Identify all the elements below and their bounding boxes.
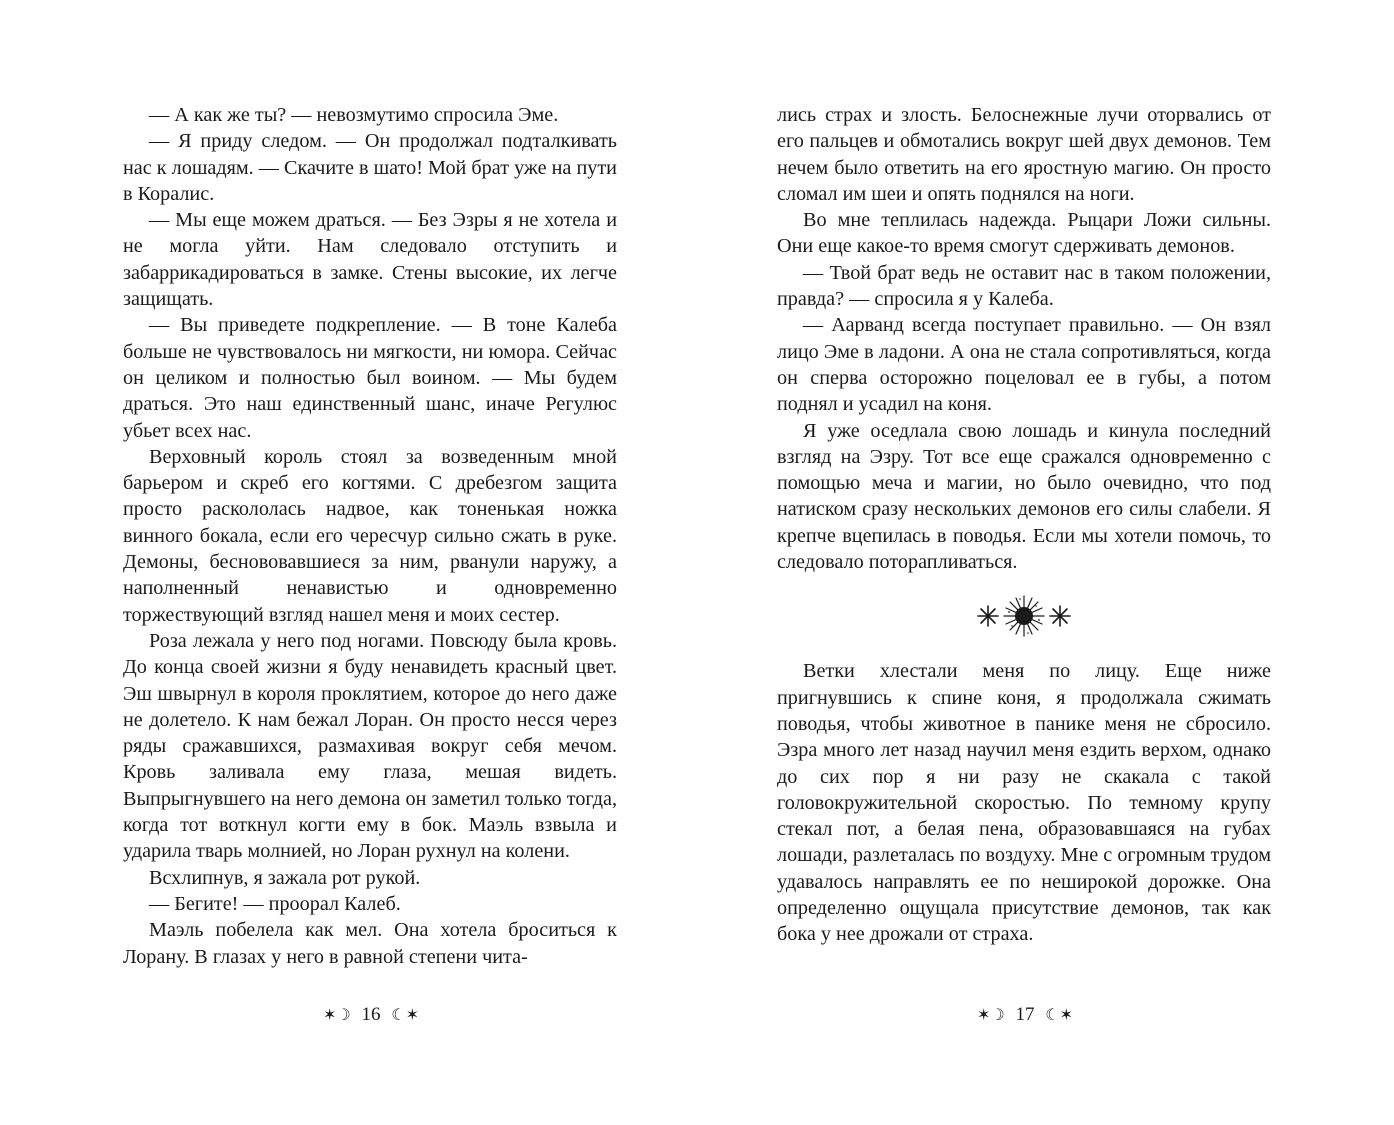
- paragraph: — Твой брат ведь не оставит нас в таком положении, правда? — спросила я у Калеба.: [777, 261, 1271, 311]
- left-page: [123, 102, 617, 970]
- right-page: [777, 102, 1271, 948]
- moon-star-ornament-icon: ☾✶: [1045, 1007, 1073, 1024]
- paragraph: Я уже оседлала свою лошадь и кинула последний взгляд на Эзру. Тот все еще сражался одновременно с помощью меча и магии, но было очевидно, что под натиском сразу нескольких демонов его силы слабели. Я крепче вцепилась в поводья. Если мы хотели помочь, то следовало поторапливаться.: [777, 419, 1271, 574]
- paragraph: Всхлипнув, я зажала рот рукой.: [149, 866, 421, 889]
- paragraph: Во мне теплилась надежда. Рыцари Ложи сильны. Они еще какое-то время смогут сдерживать демонов.: [777, 209, 1271, 258]
- page-number-right: [965, 1003, 1085, 1028]
- moon-star-ornament-icon: ✶☽: [323, 1007, 351, 1024]
- paragraph: — Бегите! — проорал Калеб.: [149, 892, 401, 915]
- moon-star-ornament-icon: ✶☽: [977, 1007, 1005, 1024]
- paragraph-continuation: лись страх и злость. Белоснежные лучи оторвались от его пальцев и обмотались вокруг шей двух демонов. Тем нечем было ответить на его яростную магию. Он просто сломал им шеи и опять поднялся на ноги.: [777, 104, 1271, 205]
- moon-star-ornament-icon: ☾✶: [391, 1007, 419, 1024]
- page-number: 16: [361, 1004, 381, 1025]
- paragraph: Роза лежала у него под ногами. Повсюду была кровь. До конца своей жизни я буду ненавидеть красный цвет. Эш швырнул в короля проклятием, которое до него даже не долетело. К нам бежал Лоран. Он просто несся через ряды сражавшихся, размахивая вокруг себя мечом. Кровь заливала ему глаза, мешая видеть. Выпрыгнувшего на него демона он заметил только тогда, когда тот воткнул когти ему в бок. Маэль взвыла и ударила тварь молнией, но Лоран рухнул на колени.: [123, 629, 617, 863]
- paragraph: — Мы еще можем драться. — Без Эзры я не хотела и не могла уйти. Нам следовало отступить и забаррикадироваться в замке. Стены высокие, их легче защищать.: [123, 209, 617, 311]
- starburst-ornament-icon: [964, 594, 1084, 638]
- paragraph: Верховный король стоял за возведенным мной барьером и скреб его когтями. С дребезгом защита просто раскололась надвое, как тоненькая ножка винного бокала, если его чересчур сильно сжать в руке. Демоны, беснововавшиеся за ним, рванули наружу, а наполненный ненавистью и одновременно торжествующий взгляд нашел меня и моих сестер.: [123, 445, 617, 626]
- paragraph: — Аарванд всегда поступает правильно. — Он взял лицо Эме в ладони. А она не стала сопротивляться, когда он сперва осторожно поцеловал ее в губы, а потом поднял и усадил на коня.: [777, 314, 1271, 416]
- paragraph: Ветки хлестали меня по лицу. Еще ниже пригнувшись к спине коня, я продолжала сжимать поводья, чтобы животное в панике меня не сбросило. Эзра много лет назад научил меня ездить верхом, однако до сих пор я ни разу не скакала с такой головокружительной скоростью. По темному крупу стекал пот, а белая пена, образовавшаяся на губах лошади, разлеталась по воздуху. Мне с огромным трудом удавалось направлять ее по неширокой дорожке. Она определенно ощущала присутствие демонов, так как бока у нее дрожали от страха.: [777, 660, 1271, 946]
- paragraph: Маэль побелела как мел. Она хотела броситься к Лорану. В глазах у него в равной степени чита-: [123, 919, 617, 968]
- paragraph: — Я приду следом. — Он продолжал подталкивать нас к лошадям. — Скачите в шато! Мой брат уже на пути в Коралис.: [123, 130, 617, 205]
- page-number: 17: [1015, 1004, 1035, 1025]
- paragraph: — А как же ты? — невозмутимо спросила Эме.: [149, 104, 559, 126]
- page-number-left: [311, 1003, 431, 1028]
- paragraph: — Вы приведете подкрепление. — В тоне Калеба больше не чувствовалось ни мягкости, ни юмора. Сейчас он целиком и полностью был воином. — Мы будем драться. Это наш единственный шанс, иначе Регулюс убьет всех нас.: [123, 314, 617, 442]
